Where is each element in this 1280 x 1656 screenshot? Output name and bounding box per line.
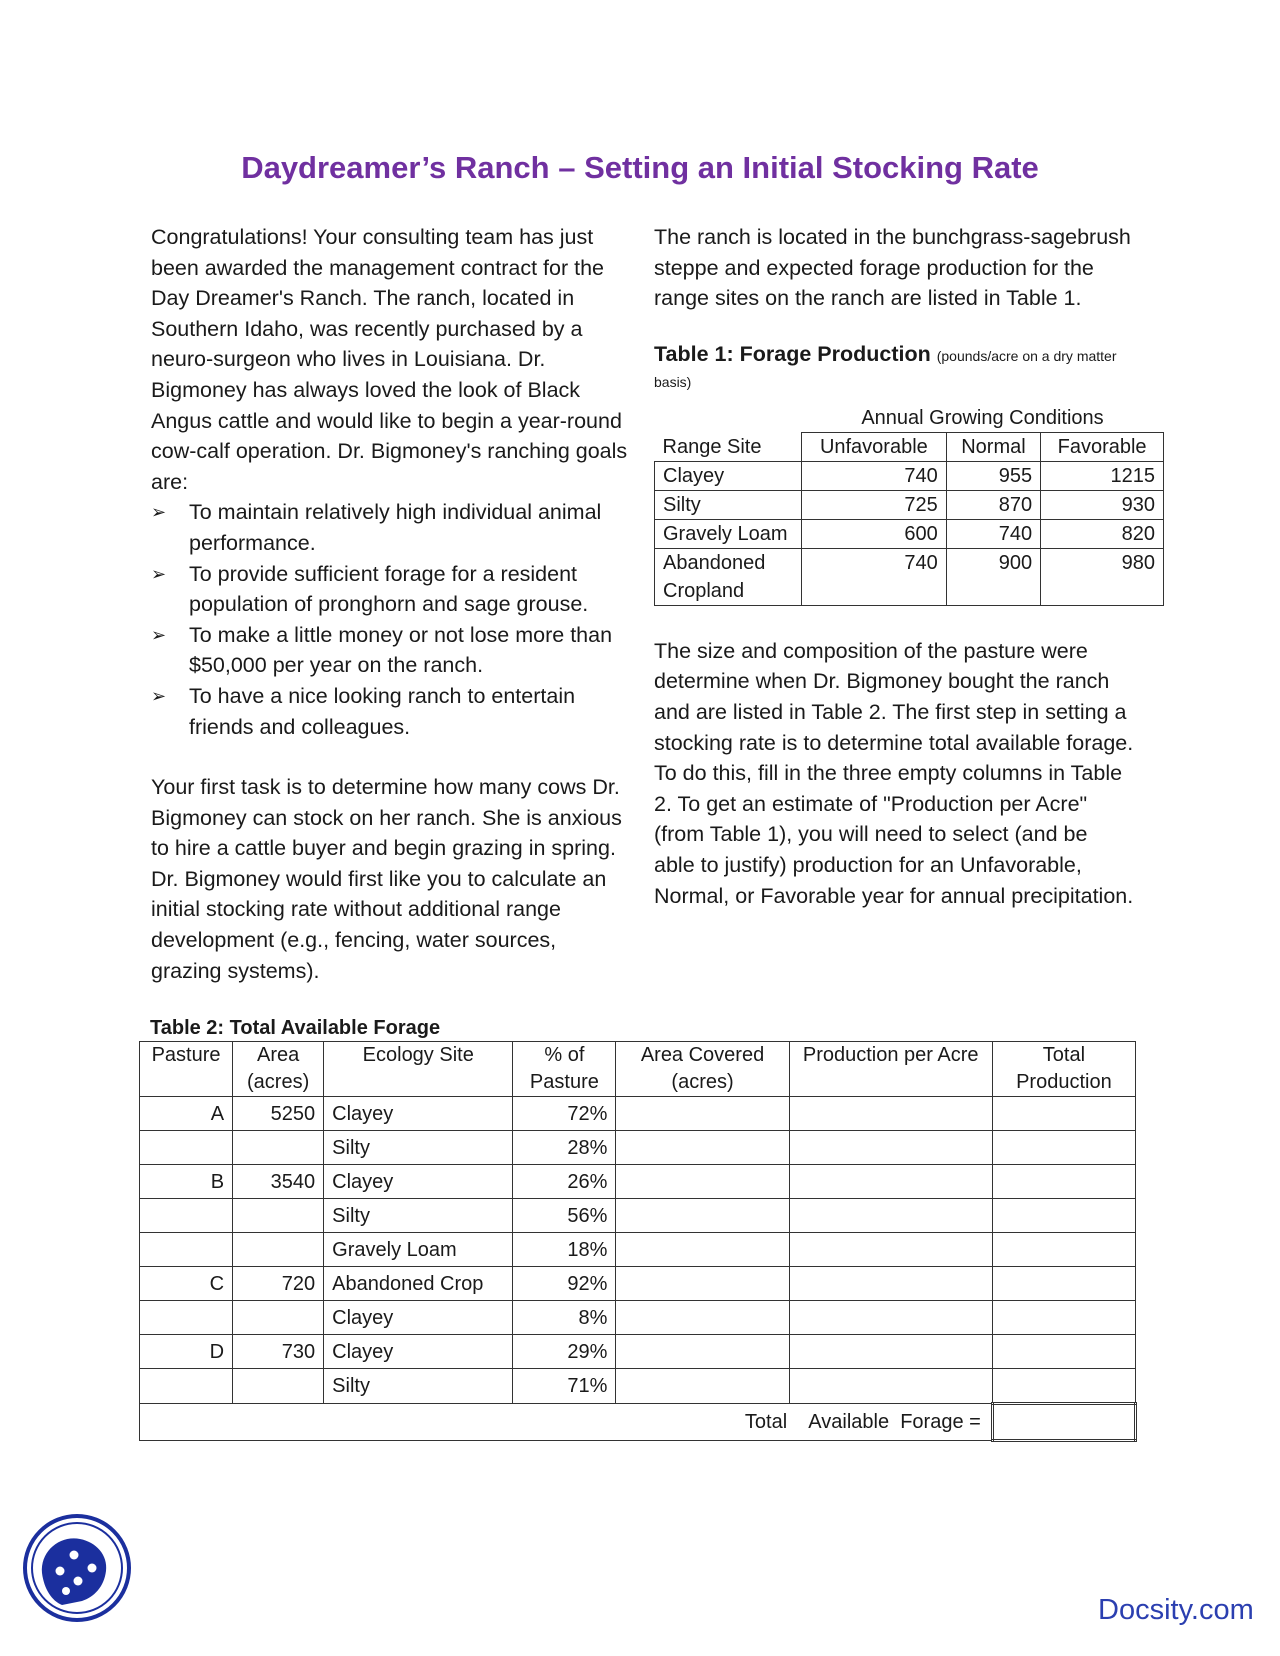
column-header: Area (acres) — [233, 1042, 324, 1097]
column-header: % of Pasture — [513, 1042, 616, 1097]
table-row: Silty 71% — [140, 1369, 1136, 1404]
production-per-acre-cell[interactable] — [789, 1233, 992, 1267]
left-column — [151, 222, 631, 986]
goal-item: ➢ To provide sufficient forage for a resident population of pronghorn and sage grouse. — [151, 559, 631, 620]
goal-item: ➢ To have a nice looking ranch to entertain friends and colleagues. — [151, 681, 631, 742]
arrow-bullet-icon: ➢ — [151, 624, 167, 645]
docsity-logo-icon — [22, 1513, 132, 1623]
total-production-cell[interactable] — [992, 1233, 1135, 1267]
total-available-forage-label: Total Available Forage = — [140, 1404, 993, 1441]
production-per-acre-cell[interactable] — [789, 1165, 992, 1199]
area-covered-cell[interactable] — [616, 1199, 789, 1233]
table-row: A 5250 Clayey 72% — [140, 1097, 1136, 1131]
production-per-acre-cell[interactable] — [789, 1267, 992, 1301]
table-row: Clayey 740 955 1215 — [655, 461, 1164, 490]
table-row: Gravely Loam 600 740 820 — [655, 519, 1164, 548]
column-header: Range Site — [655, 432, 802, 461]
table-row: Silty 28% — [140, 1131, 1136, 1165]
total-production-cell[interactable] — [992, 1267, 1135, 1301]
column-header: Ecology Site — [324, 1042, 513, 1097]
area-covered-cell[interactable] — [616, 1233, 789, 1267]
total-row — [140, 1404, 1136, 1441]
ranch-location-paragraph: The ranch is located in the bunchgrass-sagebrush steppe and expected forage production for the range sites on the ranch are listed in Table 1. — [654, 225, 1131, 311]
area-covered-cell[interactable] — [616, 1267, 789, 1301]
area-covered-cell[interactable] — [616, 1097, 789, 1131]
production-per-acre-cell[interactable] — [789, 1131, 992, 1165]
arrow-bullet-icon: ➢ — [151, 685, 167, 706]
column-header: Normal — [946, 432, 1040, 461]
total-production-cell[interactable] — [992, 1131, 1135, 1165]
right-column — [654, 222, 1155, 911]
task-paragraph: Your first task is to determine how many cows Dr. Bigmoney can stock on her ranch. She is anxious to hire a cattle buyer and begin grazing in spring. Dr. Bigmoney would first like you to calculate an initial stocking rate without additional range development (e.g., fencing, water sources, grazing systems). — [151, 775, 622, 983]
production-per-acre-cell[interactable] — [789, 1369, 992, 1404]
table1-caption: Table 1: Forage Production (pounds/acre on a dry matter basis) — [654, 341, 1117, 390]
goal-item: ➢ To maintain relatively high individual animal performance. — [151, 497, 631, 558]
total-available-forage-cell[interactable] — [992, 1404, 1135, 1441]
total-forage-table — [139, 1041, 1137, 1442]
area-covered-cell[interactable] — [616, 1131, 789, 1165]
column-header: Pasture — [140, 1042, 233, 1097]
document-title: Daydreamer’s Ranch – Setting an Initial Stocking Rate — [241, 150, 1039, 185]
total-production-cell[interactable] — [992, 1301, 1135, 1335]
total-production-cell[interactable] — [992, 1369, 1135, 1404]
production-per-acre-cell[interactable] — [789, 1301, 992, 1335]
table2-caption: Table 2: Total Available Forage — [150, 1017, 441, 1039]
goals-list — [151, 497, 631, 742]
forage-production-table — [654, 404, 1164, 606]
column-header: Area Covered (acres) — [616, 1042, 789, 1097]
production-per-acre-cell[interactable] — [789, 1097, 992, 1131]
goal-item: ➢ To make a little money or not lose more than $50,000 per year on the ranch. — [151, 620, 631, 681]
table-row: C 720 Abandoned Crop 92% — [140, 1267, 1136, 1301]
table-row: Gravely Loam 18% — [140, 1233, 1136, 1267]
area-covered-cell[interactable] — [616, 1301, 789, 1335]
column-header: Favorable — [1041, 432, 1164, 461]
column-header: Unfavorable — [802, 432, 947, 461]
total-production-cell[interactable] — [992, 1165, 1135, 1199]
area-covered-cell[interactable] — [616, 1165, 789, 1199]
group-header: Annual Growing Conditions — [861, 406, 1104, 429]
table-row: D 730 Clayey 29% — [140, 1335, 1136, 1369]
total-production-cell[interactable] — [992, 1335, 1135, 1369]
arrow-bullet-icon: ➢ — [151, 563, 167, 584]
arrow-bullet-icon: ➢ — [151, 502, 167, 523]
intro-paragraph: Congratulations! Your consulting team has just been awarded the management contract for the Day Dreamer's Ranch. The ranch, located in Southern Idaho, was recently purchased by a neuro-surgeon who lives in Louisiana. Dr. Bigmoney has always loved the look of Black Angus cattle and would like to begin a year-round cow-calf operation. Dr. Bigmoney's ranching goals are: — [151, 225, 628, 494]
column-header: Production per Acre — [789, 1042, 992, 1097]
area-covered-cell[interactable] — [616, 1335, 789, 1369]
table-row: B 3540 Clayey 26% — [140, 1165, 1136, 1199]
table-row: Abandoned Cropland 740 900 980 — [655, 548, 1164, 605]
table-row: Clayey 8% — [140, 1301, 1136, 1335]
area-covered-cell[interactable] — [616, 1369, 789, 1404]
production-per-acre-cell[interactable] — [789, 1335, 992, 1369]
total-production-cell[interactable] — [992, 1097, 1135, 1131]
table-row: Silty 56% — [140, 1199, 1136, 1233]
column-header: Total Production — [992, 1042, 1135, 1097]
docsity-brand-link[interactable]: Docsity.com — [1098, 1594, 1254, 1626]
pasture-paragraph: The size and composition of the pasture were determine when Dr. Bigmoney bought the ranch and are listed in Table 2. The first step in setting a stocking rate is to determine total available forage. To do this, fill in the three empty columns in Table 2. To get an estimate of "Production per Acre" (from Table 1), you will need to select (and be able to justify) production for an Unfavorable, Normal, or Favorable year for annual precipitation. — [654, 638, 1134, 908]
total-production-cell[interactable] — [992, 1199, 1135, 1233]
production-per-acre-cell[interactable] — [789, 1199, 992, 1233]
table-row: Silty 725 870 930 — [655, 490, 1164, 519]
